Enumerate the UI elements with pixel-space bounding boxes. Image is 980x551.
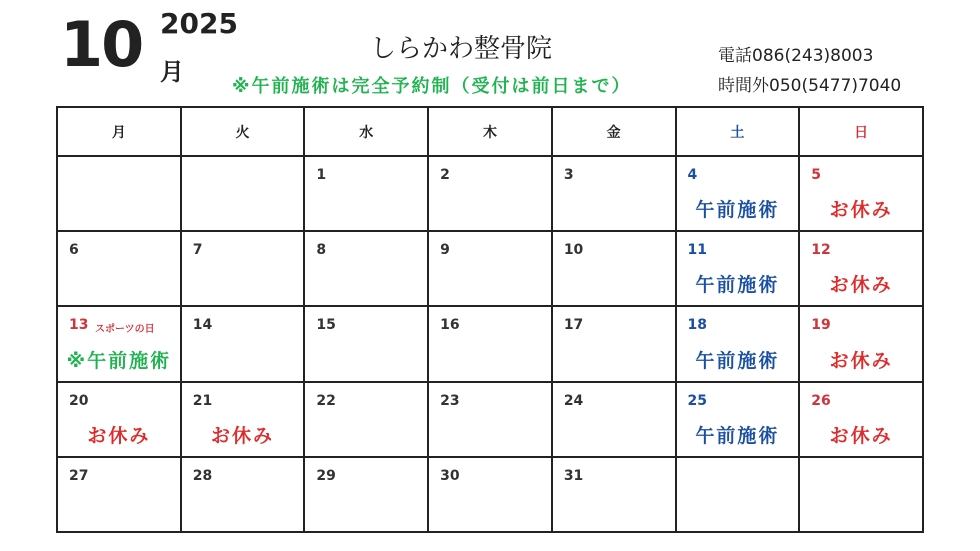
day-cell (799, 306, 923, 381)
day-cell (428, 457, 552, 532)
after-hours-phone: 時間外050(5477)7040 (718, 76, 902, 96)
week-row (57, 306, 923, 381)
reservation-notice: ※午前施術は完全予約制（受付は前日まで） (232, 76, 632, 97)
day-number: 18 (687, 317, 707, 334)
day-cell (181, 156, 305, 231)
day-number: 25 (687, 392, 707, 409)
day-cell (799, 457, 923, 532)
weekday-tue: 火 (181, 107, 305, 156)
day-number: 9 (440, 242, 450, 259)
weekday-sat: 土 (676, 107, 800, 156)
day-number: 11 (687, 242, 707, 259)
day-number: 17 (563, 317, 584, 334)
day-cell (552, 306, 676, 381)
closed-label: お休み (211, 424, 275, 447)
day-cell (304, 382, 428, 457)
day-number: 16 (440, 317, 460, 334)
weekday-thu: 木 (428, 107, 552, 156)
day-cell (181, 457, 305, 532)
day-cell (181, 231, 305, 306)
day-number: 15 (316, 317, 336, 334)
day-number: 27 (69, 467, 89, 484)
closed-label: お休み (829, 274, 893, 297)
day-number: 8 (316, 242, 327, 259)
day-cell (799, 156, 923, 231)
month-unit: 月 (160, 58, 184, 86)
day-number: 14 (192, 317, 213, 334)
holiday-name: スポーツの日 (95, 324, 155, 336)
morning-session-label: 午前施術 (695, 349, 780, 372)
day-cell (57, 156, 181, 231)
day-cell (428, 231, 552, 306)
closed-label: お休み (829, 199, 893, 222)
weekday-sun: 日 (799, 107, 923, 156)
weekday-wed: 水 (304, 107, 428, 156)
morning-session-label: 午前施術 (695, 424, 780, 447)
day-number: 10 (563, 242, 584, 259)
day-cell (181, 382, 305, 457)
day-cell (304, 156, 428, 231)
day-number: 3 (563, 167, 574, 183)
day-cell (676, 382, 800, 457)
morning-session-label: 午前施術 (695, 199, 780, 222)
day-cell (799, 231, 923, 306)
day-cell (676, 156, 800, 231)
day-cell (57, 457, 181, 532)
weekday-header-row (57, 107, 923, 156)
day-cell (57, 231, 181, 306)
day-number: 2 (440, 167, 450, 183)
day-cell (552, 382, 676, 457)
day-number: 4 (687, 167, 698, 183)
day-number: 31 (563, 467, 584, 484)
day-number: 13 (69, 317, 89, 334)
day-number: 26 (811, 392, 831, 409)
day-number: 5 (811, 167, 821, 183)
day-number: 21 (192, 392, 213, 409)
holiday-morning-label: ※午前施術 (66, 349, 172, 372)
day-number: 22 (316, 392, 336, 409)
week-row (57, 231, 923, 306)
day-cell (428, 156, 552, 231)
week-row (57, 156, 923, 231)
day-cell (552, 457, 676, 532)
day-cell (799, 382, 923, 457)
closed-label: お休み (87, 424, 151, 447)
year: 2025 (160, 7, 238, 40)
weekday-fri: 金 (552, 107, 676, 156)
weekday-mon: 月 (57, 107, 181, 156)
day-number: 1 (316, 167, 327, 183)
day-cell (552, 231, 676, 306)
day-cell (57, 306, 181, 381)
day-cell (57, 382, 181, 457)
day-number: 23 (440, 392, 460, 409)
day-number: 30 (440, 467, 460, 484)
day-cell (676, 231, 800, 306)
day-cell (676, 457, 800, 532)
day-number: 7 (192, 242, 203, 259)
day-cell (304, 231, 428, 306)
phone-number: 電話086(243)8003 (718, 46, 874, 66)
calendar-grid (56, 106, 924, 533)
clinic-name: しらかわ整骨院 (370, 34, 553, 64)
day-cell (552, 156, 676, 231)
day-number: 12 (811, 242, 831, 259)
day-cell (428, 306, 552, 381)
day-cell (181, 306, 305, 381)
week-row (57, 382, 923, 457)
morning-session-label: 午前施術 (695, 274, 780, 297)
day-number: 20 (69, 392, 89, 409)
closed-label: お休み (829, 349, 893, 372)
day-number: 6 (69, 242, 79, 259)
week-row (57, 457, 923, 532)
day-number: 29 (316, 467, 336, 484)
month-number: 10 (60, 8, 143, 81)
day-number: 28 (192, 467, 213, 484)
day-cell (304, 457, 428, 532)
day-number: 24 (563, 392, 584, 409)
day-cell (304, 306, 428, 381)
calendar (56, 106, 924, 533)
day-cell (428, 382, 552, 457)
day-cell (676, 306, 800, 381)
day-number: 19 (811, 317, 831, 334)
closed-label: お休み (829, 424, 893, 447)
